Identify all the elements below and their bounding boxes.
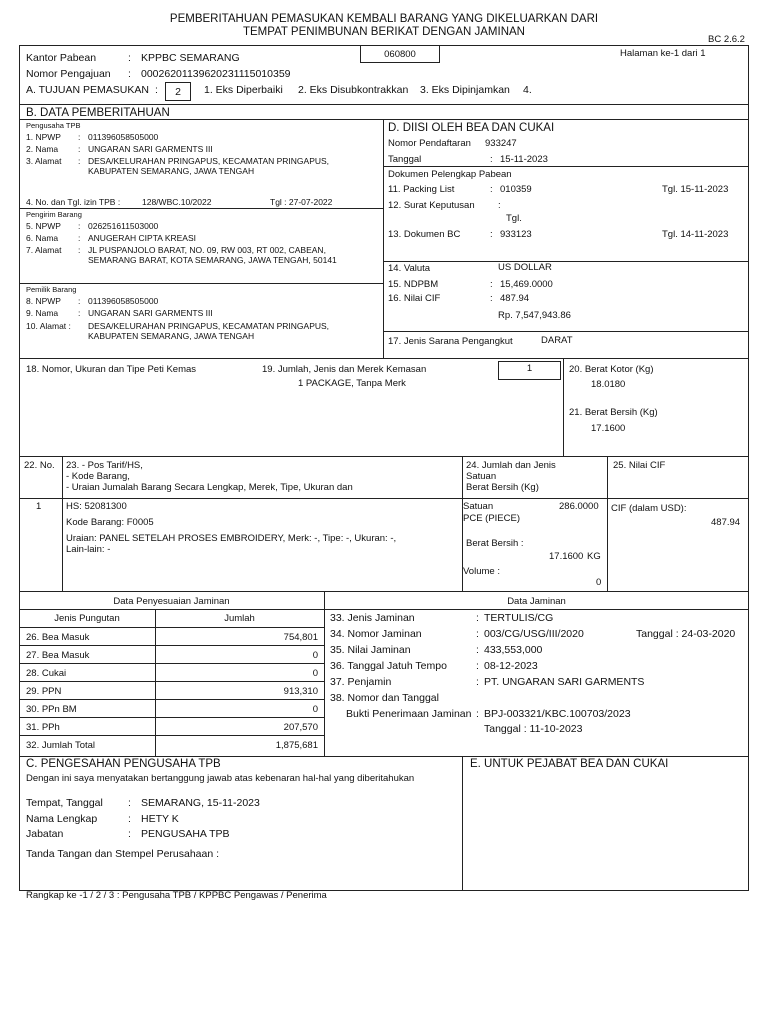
item-berat-label: Berat Bersih :: [466, 538, 524, 549]
pemilik-alamat-2: KABUPATEN SEMARANG, JAWA TENGAH: [88, 331, 255, 341]
pungutan-value: 0: [312, 668, 318, 679]
surat-tgl: Tgl.: [506, 213, 522, 224]
bukti-label: 38. Nomor dan Tanggal: [330, 692, 439, 704]
valuta-label: 14. Valuta: [388, 263, 431, 274]
pengusaha-alamat-2: KABUPATEN SEMARANG, JAWA TENGAH: [88, 166, 255, 176]
header-pos-tarif: 23. - Pos Tarif/HS,: [66, 460, 143, 471]
pungutan-value: 0: [312, 704, 318, 715]
item-satuan-unit: PCE (PIECE): [463, 513, 521, 524]
pungutan-label: 27. Bea Masuk: [26, 650, 90, 661]
sarana-label: 17. Jenis Sarana Pengangkut: [388, 336, 513, 347]
izin-value: 128/WBC.10/2022: [142, 197, 212, 207]
rangkap-footer: Rangkap ke -1 / 2 / 3 : Pengusaha TPB / KPPBC Pengawas / Penerima: [26, 890, 327, 901]
tujuan-label: A. TUJUAN PEMASUKAN: [26, 84, 149, 96]
nomor-jaminan-tgl: Tanggal : 24-03-2020: [636, 628, 736, 640]
pungutan-label: 26. Bea Masuk: [26, 632, 90, 643]
pengusaha-nama: UNGARAN SARI GARMENTS III: [88, 144, 213, 154]
kantor-value: KPPBC SEMARANG: [141, 52, 240, 64]
item-satuan-label: Satuan: [463, 501, 494, 512]
section-c-title: C. PENGESAHAN PENGUSAHA TPB: [26, 758, 221, 770]
berat-bersih-value: 17.1600: [591, 423, 626, 434]
item-hs: HS: 52081300: [66, 501, 127, 512]
form-code: BC 2.6.2: [708, 34, 745, 45]
packing-tgl: Tgl. 15-11-2023: [662, 184, 729, 195]
pengirim-nama: ANUGERAH CIPTA KREASI: [88, 233, 197, 243]
item-berat-unit: KG: [587, 551, 601, 562]
tanda-tangan-label: Tanda Tangan dan Stempel Perusahaan :: [26, 848, 220, 860]
tujuan-option-1: 1. Eks Diperbaiki: [204, 84, 283, 96]
jatuh-tempo-label: 36. Tanggal Jatuh Tempo: [330, 660, 447, 672]
pungutan-value: 913,310: [283, 686, 318, 697]
kemasan-value: 1 PACKAGE, Tanpa Merk: [298, 378, 406, 389]
pemilik-alamat-1: DESA/KELURAHAN PRINGAPUS, KECAMATAN PRINGAPUS,: [88, 321, 330, 331]
section-c-statement: Dengan ini saya menyatakan bertanggung jawab atas kebenaran hal-hal yang diberitahukan: [26, 773, 415, 784]
pengirim-alamat-label: 7. Alamat: [26, 245, 62, 255]
form-title-line2: TEMPAT PENIMBUNAN BERIKAT DENGAN JAMINAN: [242, 26, 525, 38]
pengirim-nama-label: 6. Nama: [26, 233, 59, 243]
dokumen-pelengkap-heading: Dokumen Pelengkap Pabean: [388, 169, 512, 180]
pengusaha-npwp: 011396058505000: [88, 132, 159, 142]
header-jumlah-3: Berat Bersih (Kg): [466, 482, 539, 493]
tempat-label: Tempat, Tanggal: [26, 797, 103, 809]
header-nilai-cif: 25. Nilai CIF: [613, 460, 666, 471]
pengirim-alamat-2: SEMARANG BARAT, KOTA SEMARANG, JAWA TENGAH, 50141: [88, 255, 337, 265]
tanggal-label: Tanggal: [388, 154, 422, 165]
jatuh-tempo-value: 08-12-2023: [484, 660, 538, 672]
pendaftaran-label: Nomor Pendaftaran: [388, 138, 471, 149]
cif-rupiah: Rp. 7,547,943.86: [498, 310, 571, 321]
cif-value: 487.94: [500, 293, 530, 304]
tujuan-value: 2: [175, 86, 181, 98]
section-d-title: D. DIISI OLEH BEA DAN CUKAI: [388, 122, 555, 134]
item-cif-label: CIF (dalam USD):: [611, 503, 687, 514]
item-berat-value: 17.1600: [549, 551, 584, 562]
nama-lengkap-label: Nama Lengkap: [26, 813, 98, 825]
col-jenis-pungutan: Jenis Pungutan: [54, 613, 120, 624]
header-uraian: - Uraian Jumalah Barang Secara Lengkap, Merek, Tipe, Ukuran dan: [66, 482, 353, 493]
pungutan-label: 30. PPn BM: [26, 704, 77, 715]
pengusaha-alamat-1: DESA/KELURAHAN PRINGAPUS, KECAMATAN PRINGAPUS,: [88, 156, 330, 166]
jenis-jaminan-value: TERTULIS/CG: [484, 612, 554, 624]
header-kode-barang: - Kode Barang,: [66, 471, 130, 482]
pendaftaran-value: 933247: [485, 138, 517, 149]
item-satuan-qty: 286.0000: [559, 501, 599, 512]
kantor-code: 060800: [384, 49, 416, 60]
pungutan-label: 29. PPN: [26, 686, 62, 697]
pengusaha-npwp-label: 1. NPWP: [26, 132, 61, 142]
ndpbm-label: 15. NDPBM: [388, 279, 439, 290]
kantor-label: Kantor Pabean: [26, 52, 97, 64]
item-uraian-1: Uraian: PANEL SETELAH PROSES EMBROIDERY, Merk: -, Tipe: -, Ukuran: -,: [66, 533, 397, 544]
tujuan-option-4: 4.: [523, 84, 532, 96]
pemilik-alamat-label: 10. Alamat :: [26, 321, 71, 331]
kemasan-count: 1: [526, 363, 533, 374]
berat-kotor-label: 20. Berat Kotor (Kg): [569, 364, 654, 375]
izin-label: 4. No. dan Tgl. izin TPB :: [26, 197, 121, 207]
pemilik-npwp-label: 8. NPWP: [26, 296, 61, 306]
data-jaminan-title: Data Jaminan: [507, 596, 566, 607]
nilai-jaminan-value: 433,553,000: [484, 644, 543, 656]
pengirim-alamat-1: JL PUSPANJOLO BARAT, NO. 09, RW 003, RT 002, CABEAN,: [88, 245, 326, 255]
surat-label: 12. Surat Keputusan: [388, 200, 475, 211]
item-volume-value: 0: [596, 577, 602, 588]
pungutan-total-label: 32. Jumlah Total: [26, 740, 96, 751]
izin-tgl: Tgl : 27-07-2022: [270, 197, 333, 207]
cif-label: 16. Nilai CIF: [388, 293, 441, 304]
pungutan-label: 28. Cukai: [26, 668, 67, 679]
nomor-jaminan-label: 34. Nomor Jaminan: [330, 628, 422, 640]
pemilik-nama: UNGARAN SARI GARMENTS III: [88, 308, 213, 318]
peti-kemas-label: 18. Nomor, Ukuran dan Tipe Peti Kemas: [26, 364, 197, 375]
pengusaha-nama-label: 2. Nama: [26, 144, 59, 154]
penjamin-label: 37. Penjamin: [330, 676, 392, 688]
item-uraian-2: Lain-lain: -: [66, 544, 111, 555]
pengusaha-alamat-label: 3. Alamat: [26, 156, 62, 166]
bukti-tgl: Tanggal : 11-10-2023: [484, 723, 583, 735]
penyesuaian-jaminan-title: Data Penyesuaian Jaminan: [113, 596, 230, 607]
sarana-value: DARAT: [541, 335, 573, 346]
header-jumlah-1: 24. Jumlah dan Jenis: [466, 460, 556, 471]
dokbc-tgl: Tgl. 14-11-2023: [662, 229, 729, 240]
dokbc-value: 933123: [500, 229, 532, 240]
pungutan-value: 754,801: [283, 632, 318, 643]
pemilik-heading: Pemilik Barang: [26, 285, 77, 294]
header-no: 22. No.: [24, 460, 55, 471]
section-e-title: E. UNTUK PEJABAT BEA DAN CUKAI: [470, 758, 669, 770]
jabatan-label: Jabatan: [26, 828, 64, 840]
pemilik-npwp: 011396058505000: [88, 296, 159, 306]
section-b-title: B. DATA PEMBERITAHUAN: [26, 107, 170, 119]
pungutan-value: 207,570: [283, 722, 318, 733]
kemasan-label: 19. Jumlah, Jenis dan Merek Kemasan: [262, 364, 427, 375]
dokbc-label: 13. Dokumen BC: [388, 229, 461, 240]
tujuan-option-2: 2. Eks Disubkontrakkan: [298, 84, 409, 96]
berat-bersih-label: 21. Berat Bersih (Kg): [569, 407, 658, 418]
pungutan-label: 31. PPh: [26, 722, 60, 733]
nilai-jaminan-label: 35. Nilai Jaminan: [330, 644, 411, 656]
tempat-value: SEMARANG, 15-11-2023: [141, 797, 260, 809]
item-cif-value: 487.94: [711, 517, 741, 528]
item-kode: Kode Barang: F0005: [66, 517, 154, 528]
pungutan-value: 0: [312, 650, 318, 661]
jabatan-value: PENGUSAHA TPB: [141, 828, 230, 840]
col-jumlah: Jumlah: [224, 613, 255, 624]
jenis-jaminan-label: 33. Jenis Jaminan: [330, 612, 415, 624]
packing-value: 010359: [500, 184, 532, 195]
page-info: Halaman ke-1 dari 1: [620, 48, 706, 59]
tujuan-option-3: 3. Eks Dipinjamkan: [420, 84, 510, 96]
nomor-jaminan-value: 003/CG/USG/III/2020: [484, 628, 584, 640]
pungutan-total-value: 1,875,681: [275, 740, 318, 751]
item-volume-label: Volume :: [463, 566, 500, 577]
pengirim-heading: Pengirim Barang: [26, 210, 82, 219]
pemilik-nama-label: 9. Nama: [26, 308, 59, 318]
valuta-value: US DOLLAR: [498, 262, 552, 273]
tanggal-value: 15-11-2023: [500, 154, 548, 165]
item-no: 1: [36, 501, 42, 512]
bukti-sub-label: Bukti Penerimaan Jaminan: [346, 708, 472, 720]
pengusaha-heading: Pengusaha TPB: [26, 121, 81, 130]
pengirim-npwp-label: 5. NPWP: [26, 221, 61, 231]
packing-label: 11. Packing List: [388, 184, 455, 195]
penjamin-value: PT. UNGARAN SARI GARMENTS: [484, 676, 645, 688]
nama-lengkap-value: HETY K: [141, 813, 179, 825]
header-jumlah-2: Satuan: [466, 471, 497, 482]
form-title-line1: PEMBERITAHUAN PEMASUKAN KEMBALI BARANG YANG DIKELUARKAN DARI: [169, 13, 599, 25]
nomor-pengajuan-value: 00026201139620231115010359: [141, 68, 291, 80]
nomor-pengajuan-label: Nomor Pengajuan: [26, 68, 111, 80]
bukti-value: BPJ-003321/KBC.100703/2023: [484, 708, 631, 720]
ndpbm-value: 15,469.0000: [500, 279, 553, 290]
berat-kotor-value: 18.0180: [591, 379, 626, 390]
pengirim-npwp: 026251611503000: [88, 221, 159, 231]
